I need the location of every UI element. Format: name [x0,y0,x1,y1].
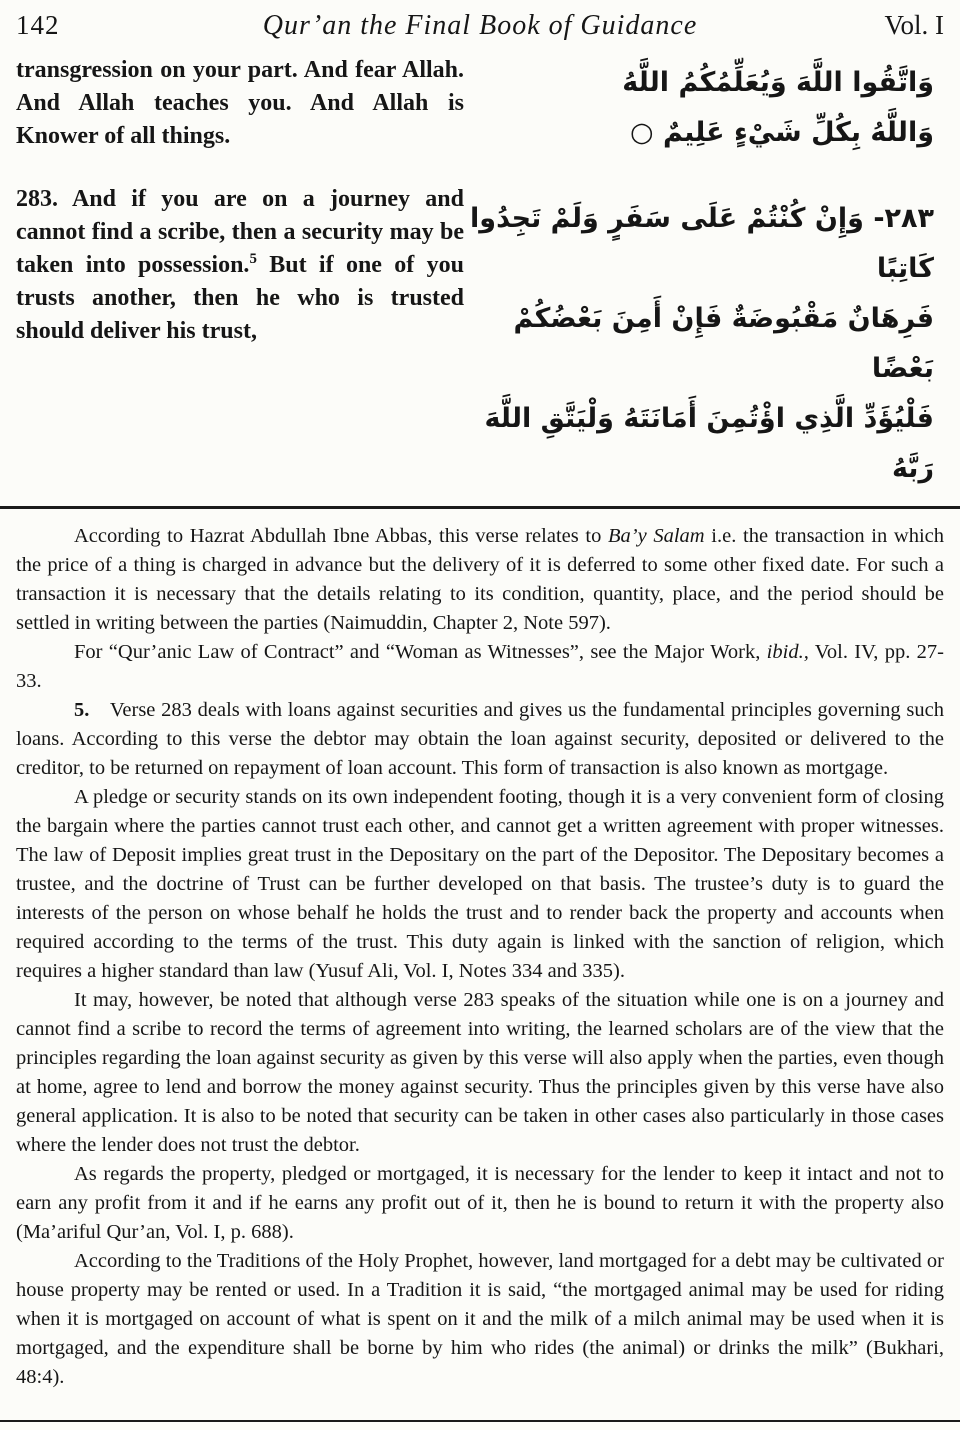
text-segment: According to the Traditions of the Holy Prophet, however, land mortgaged for a debt may be cultivated or house property may be rented or used. In a Tradition it is said, “the mortgaged animal may be used for riding when it is mortgaged on account of what is spent on it and the milk of a milch animal may be used when it is mortgaged, and the expenditure shall be borne by him who rides (the animal) or drinks the milk” (Bukhari, 48:4). [16,1250,944,1388]
text-segment: According to Hazrat Abdullah Ibne Abbas, this verse relates to [74,525,608,547]
text-segment: But if one of you trusts another, then he who is trusted should deliver his trust, [16,252,464,344]
arabic-line: فَلْيُؤَدِّ الَّذِي اؤْتُمِنَ أَمَانَتَهُ وَلْيَتَّقِ اللَّهَ رَبَّهُ [484,403,934,484]
arabic-line: فَرِهَانٌ مَقْبُوضَةٌ فَإِنْ أَمِنَ بَعْضُكُمْ بَعْضًا [513,303,934,384]
translation-paragraph-2 [16,183,464,348]
footnote-paragraph [16,783,944,986]
text-segment: A pledge or security stands on its own independent footing, though it is a very convenient form of closing the bargain where the parties cannot trust each other, and cannot get a written agreement with proper witnesses. The law of Deposit implies great trust in the Depositary on the part of the Depositor. The Depositary becomes a trustee, and the doctrine of Trust can be further developed on that basis. The trustee’s duty is to guard the interests of the person on whose behalf he holds the trust and to render back the property and accounts when required according to the terms of the trust. This duty again is linked with the sanction of religion, which requires a higher standard than law (Yusuf Ali, Vol. I, Notes 334 and 335). [16,786,944,982]
text-segment: For “Qur’anic Law of Contract” and “Woman as Witnesses”, see the Major Work, [74,641,767,663]
text-segment: As regards the property, pledged or mortgaged, it is necessary for the lender to keep it intact and not to earn any profit from it and if he earns any profit out of it, then he is bound to return it with the property also (Ma’ariful Qur’an, Vol. I, p. 688). [16,1163,944,1243]
text-segment: transgression on your part. And fear Allah. And Allah teaches you. And Allah is Knower of all things. [16,57,464,149]
text-segment: ibid., [766,641,809,663]
footnote-paragraph [16,522,944,638]
page-number: 142 [16,10,60,40]
arabic-line: وَاللَّهُ بِكُلِّ شَيْءٍ عَلِيمٌ ○ [629,117,934,148]
footnote-ref: 5 [249,251,257,267]
book-title: Qur’an the Final Book of Guidance [262,10,698,41]
arabic-column [464,54,944,494]
footnote-paragraph [16,1160,944,1247]
verse-section [12,46,948,494]
footnote-paragraph [16,696,944,783]
text-segment: 283. And if you are on a journey and cannot find a scribe, then a security may be taken into possession. [16,186,464,278]
text-segment: Verse 283 deals with loans against securities and gives us the fundamental principles governing such loans. According to this verse the debtor may obtain the loan against security, deposited or delivered to the creditor, to be returned on repayment of loan account. This form of transaction is also known as mortgage. [16,699,944,779]
footnote-paragraph [16,1247,944,1392]
translation-paragraph-1 [16,54,464,153]
translation-column [16,54,464,494]
text-segment: Ba’y Salam [608,525,705,547]
arabic-line: وَاتَّقُوا اللَّهَ وَيُعَلِّمُكُمُ اللَّهُ [622,67,934,98]
arabic-verse-282-end [468,58,934,158]
text-segment: i.e. the transaction in which the price of a thing is charged in advance but the delivery of it is deferred to some other fixed date. For such a transaction it is necessary that the details relating to its condition, quantity, place, and the period should be settled in writing between the parties (Naimuddin, Chapter 2, Note 597). [16,525,945,634]
footnotes [12,509,948,1392]
footnote-paragraph [16,986,944,1160]
footnote-paragraph [16,638,944,696]
arabic-line: ٢٨٣- وَإِنْ كُنْتُمْ عَلَى سَفَرٍ وَلَمْ تَجِدُوا كَاتِبًا [470,203,934,284]
volume-label: Vol. I [884,10,944,40]
bottom-rule [0,1420,960,1422]
text-segment: 5. [74,699,90,721]
text-segment: It may, however, be noted that although verse 283 speaks of the situation while one is on a journey and cannot find a scribe to record the terms of agreement into writing, the learned scholars are of the view that the principles regarding the loan against security as given by this verse will also apply when the parties, even though at home, agree to lend and borrow the money against security. Thus the principles given by this verse have also general application. It is also to be noted that security can be taken in other cases also particularly in those cases where the lender does not trust the debtor. [16,989,944,1156]
arabic-verse-283 [468,194,934,494]
text-segment: Vol. IV, pp. 27-33. [16,641,944,692]
page-header [12,8,948,46]
